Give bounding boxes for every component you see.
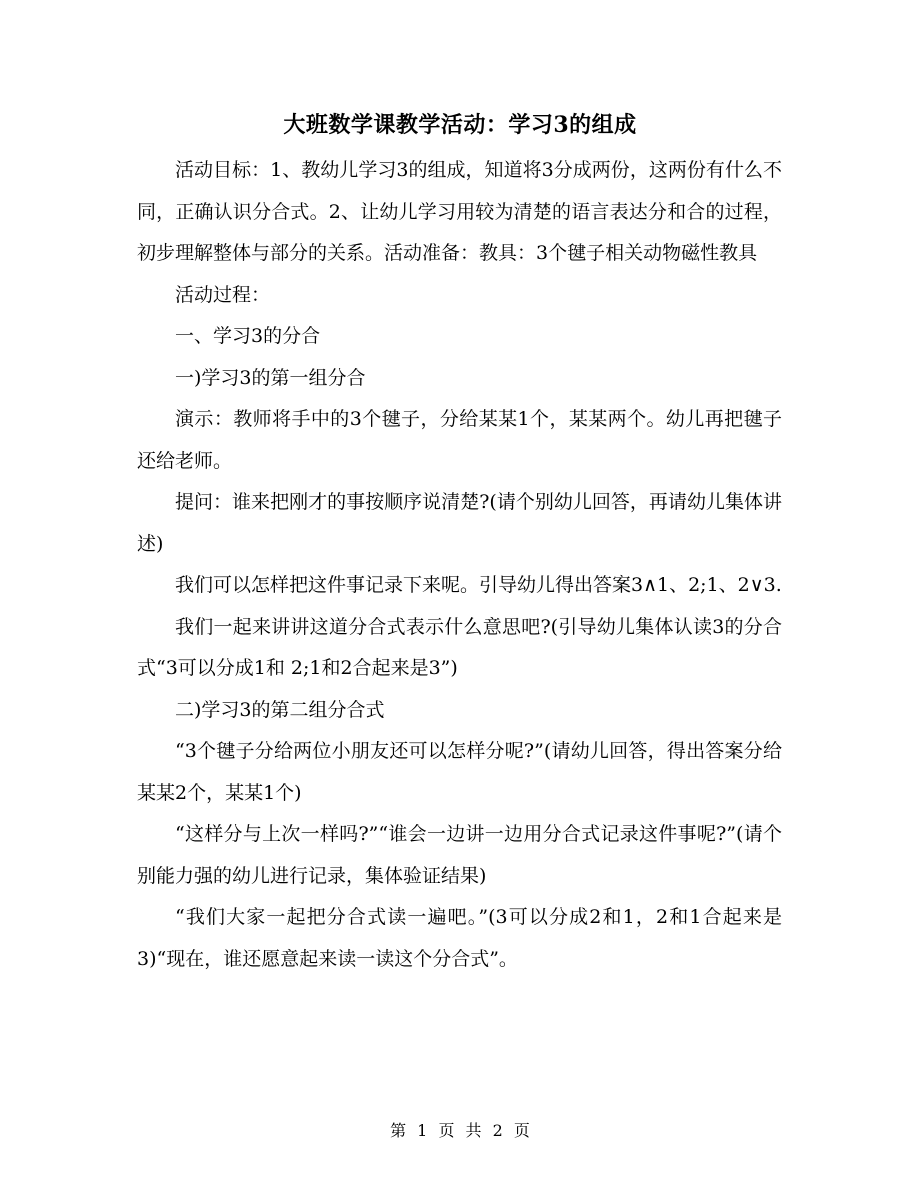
paragraph-section-1: 一、学习3的分合 <box>175 325 321 347</box>
paragraph-process-heading: 活动过程： <box>175 283 271 306</box>
paragraph-question: 提问：谁来把刚才的事按顺序说清楚?(请个别幼儿回答，再请幼儿集体讲述) <box>137 491 782 555</box>
paragraph-objectives: 活动目标：1、教幼儿学习3的组成，知道将3分成两份，这两份有什么不同，正确认识分合式。2、让幼儿学习用较为清楚的语言表达分和合的过程，初步理解整体与部分的关系。活动准备：教具：3个毽子相关动物磁性教具 <box>137 159 782 264</box>
document-title: 大班数学课教学活动：学习3的组成 <box>283 112 637 138</box>
paragraph-read-together: “我们大家一起把分合式读一遍吧。”(3可以分成2和1，2和1合起来是3)“现在，谁还愿意起来读一读这个分合式”。 <box>137 906 782 970</box>
document-body <box>137 150 782 980</box>
paragraph-reading: 我们一起来讲讲这道分合式表示什么意思吧?(引导幼儿集体认读3的分合式“3可以分成1和 2;1和2合起来是3”) <box>137 615 782 679</box>
paragraph-recording: 我们可以怎样把这件事记录下来呢。引导幼儿得出答案3∧1、2;1、2∨3. <box>175 574 782 596</box>
paragraph-subsection-1: 一)学习3的第一组分合 <box>175 366 366 389</box>
paragraph-demonstration: 演示：教师将手中的3个毽子，分给某某1个，某某两个。幼儿再把毽子还给老师。 <box>137 408 782 472</box>
paragraph-subsection-2: 二)学习3的第二组分合式 <box>175 698 385 721</box>
page-number: 第 1 页 共 2 页 <box>390 1121 530 1140</box>
paragraph-comparison: “这样分与上次一样吗?”“谁会一边讲一边用分合式记录这件事呢?”(请个别能力强的幼儿进行记录，集体验证结果) <box>137 823 782 887</box>
paragraph-second-split: “3个毽子分给两位小朋友还可以怎样分呢?”(请幼儿回答，得出答案分给某某2个，某某1个) <box>137 740 782 804</box>
